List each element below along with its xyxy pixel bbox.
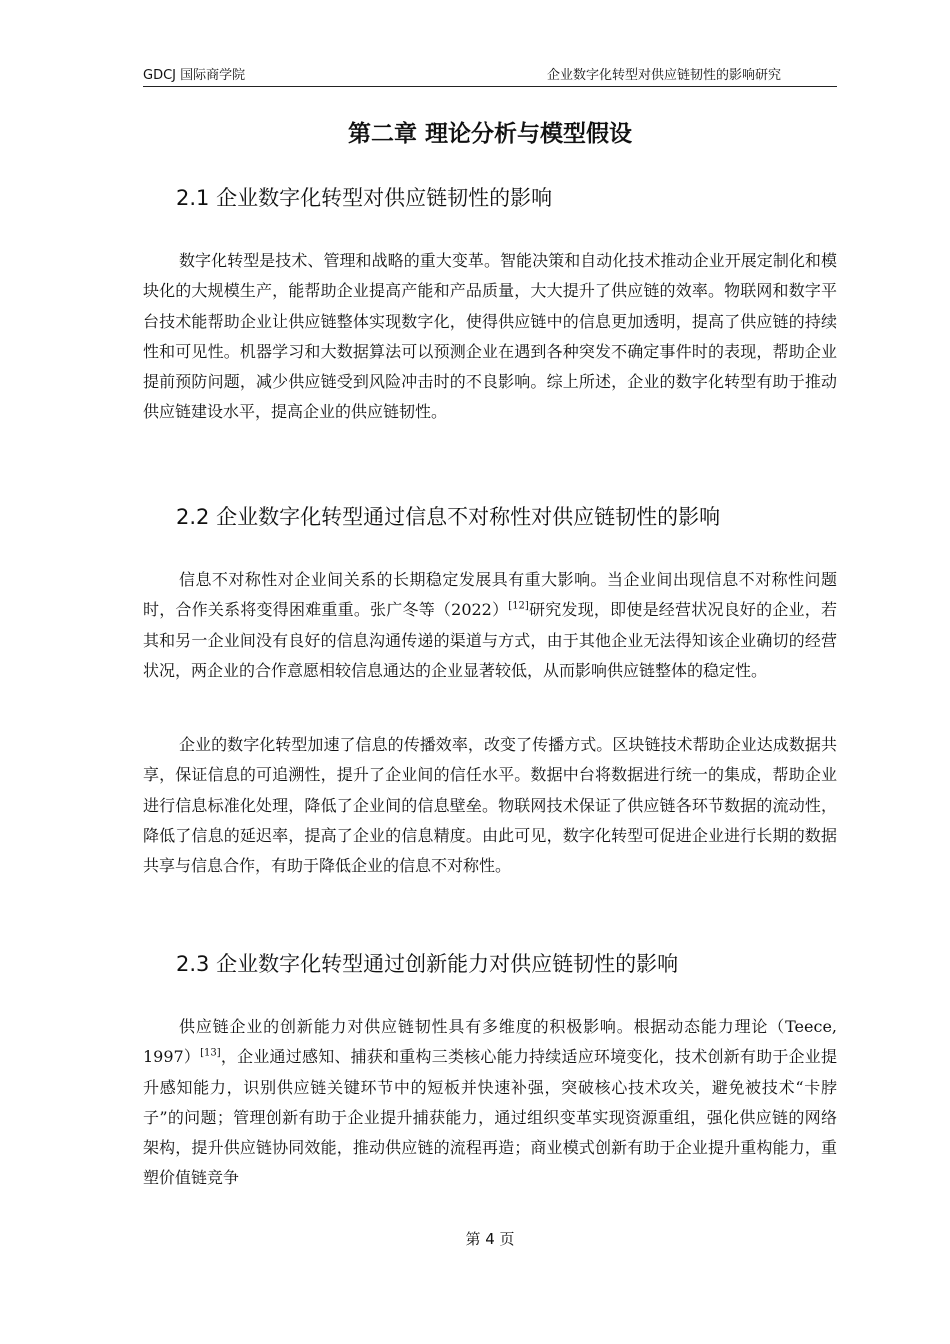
paragraph-text: 信息不对称性对企业间关系的长期稳定发展具有重大影响。当企业间出现信息不对称性问题时，合作关系将变得困难重重。张广冬等（2022） <box>143 570 837 620</box>
chapter-title: 第二章 理论分析与模型假设 <box>347 121 632 147</box>
citation-ref: [13] <box>200 1047 221 1059</box>
page-number: 第 4 页 <box>465 1230 515 1248</box>
paragraph-2-2-2: 企业的数字化转型加速了信息的传播效率，改变了传播方式。区块链技术帮助企业达成数据共享，保证信息的可追溯性，提升了企业间的信任水平。数据中台将数据进行统一的集成，帮助企业进行信息标准化处理，降低了企业间的信息壁垒。物联网技术保证了供应链各环节数据的流动性，降低了信息的延迟率，提高了企业的信息精度。由此可见，数字化转型可促进企业进行长期的数据共享与信息合作，有助于降低企业的信息不对称性。 <box>143 735 837 876</box>
section-title-2-3: 2.3 企业数字化转型通过创新能力对供应链韧性的影响 <box>176 952 679 976</box>
running-header <box>143 66 837 87</box>
section-title-2-1: 2.1 企业数字化转型对供应链韧性的影响 <box>176 186 553 210</box>
header-thesis-title: 企业数字化转型对供应链韧性的影响研究 <box>546 68 781 83</box>
paragraph-2-2-1 <box>143 565 837 686</box>
section-title-2-2: 2.2 企业数字化转型通过信息不对称性对供应链韧性的影响 <box>176 505 721 529</box>
paragraph-2-1-1: 数字化转型是技术、管理和战略的重大变革。智能决策和自动化技术推动企业开展定制化和模块化的大规模生产，能帮助企业提高产能和产品质量，大大提升了供应链的效率。物联网和数字平台技术能帮助企业让供应链整体实现数字化，使得供应链中的信息更加透明，提高了供应链的持续性和可见性。机器学习和大数据算法可以预测企业在遇到各种突发不确定事件时的表现，帮助企业提前预防问题，减少供应链受到风险冲击时的不良影响。综上所述，企业的数字化转型有助于推动供应链建设水平，提高企业的供应链韧性。 <box>143 251 837 422</box>
header-school: GDCJ 国际商学院 <box>143 68 246 83</box>
paragraph-2-3-1 <box>143 1012 837 1194</box>
paragraph-text: 供应链企业的创新能力对供应链韧性具有多维度的积极影响。根据动态能力理论（Teece, 1997） <box>143 1017 837 1067</box>
paragraph-text: ，企业通过感知、捕获和重构三类核心能力持续适应环境变化，技术创新有助于企业提升感知能力，识别供应链关键环节中的短板并快速补强，突破核心技术攻关，避免被技术“卡脖子”的问题；管理创新有助于企业提升捕获能力，通过组织变革实现资源重组，强化供应链的网络架构，提升供应链协同效能，推动供应链的流程再造；商业模式创新有助于企业提升重构能力，重塑价值链竞争 <box>143 1047 837 1188</box>
paragraph-text: 研究发现，即使是经营状况良好的企业，若其和另一企业间没有良好的信息沟通传递的渠道与方式，由于其他企业无法得知该企业确切的经营状况，两企业的合作意愿相较信息通达的企业显著较低，从而影响供应链整体的稳定性。 <box>143 600 837 680</box>
citation-ref: [12] <box>508 600 529 612</box>
